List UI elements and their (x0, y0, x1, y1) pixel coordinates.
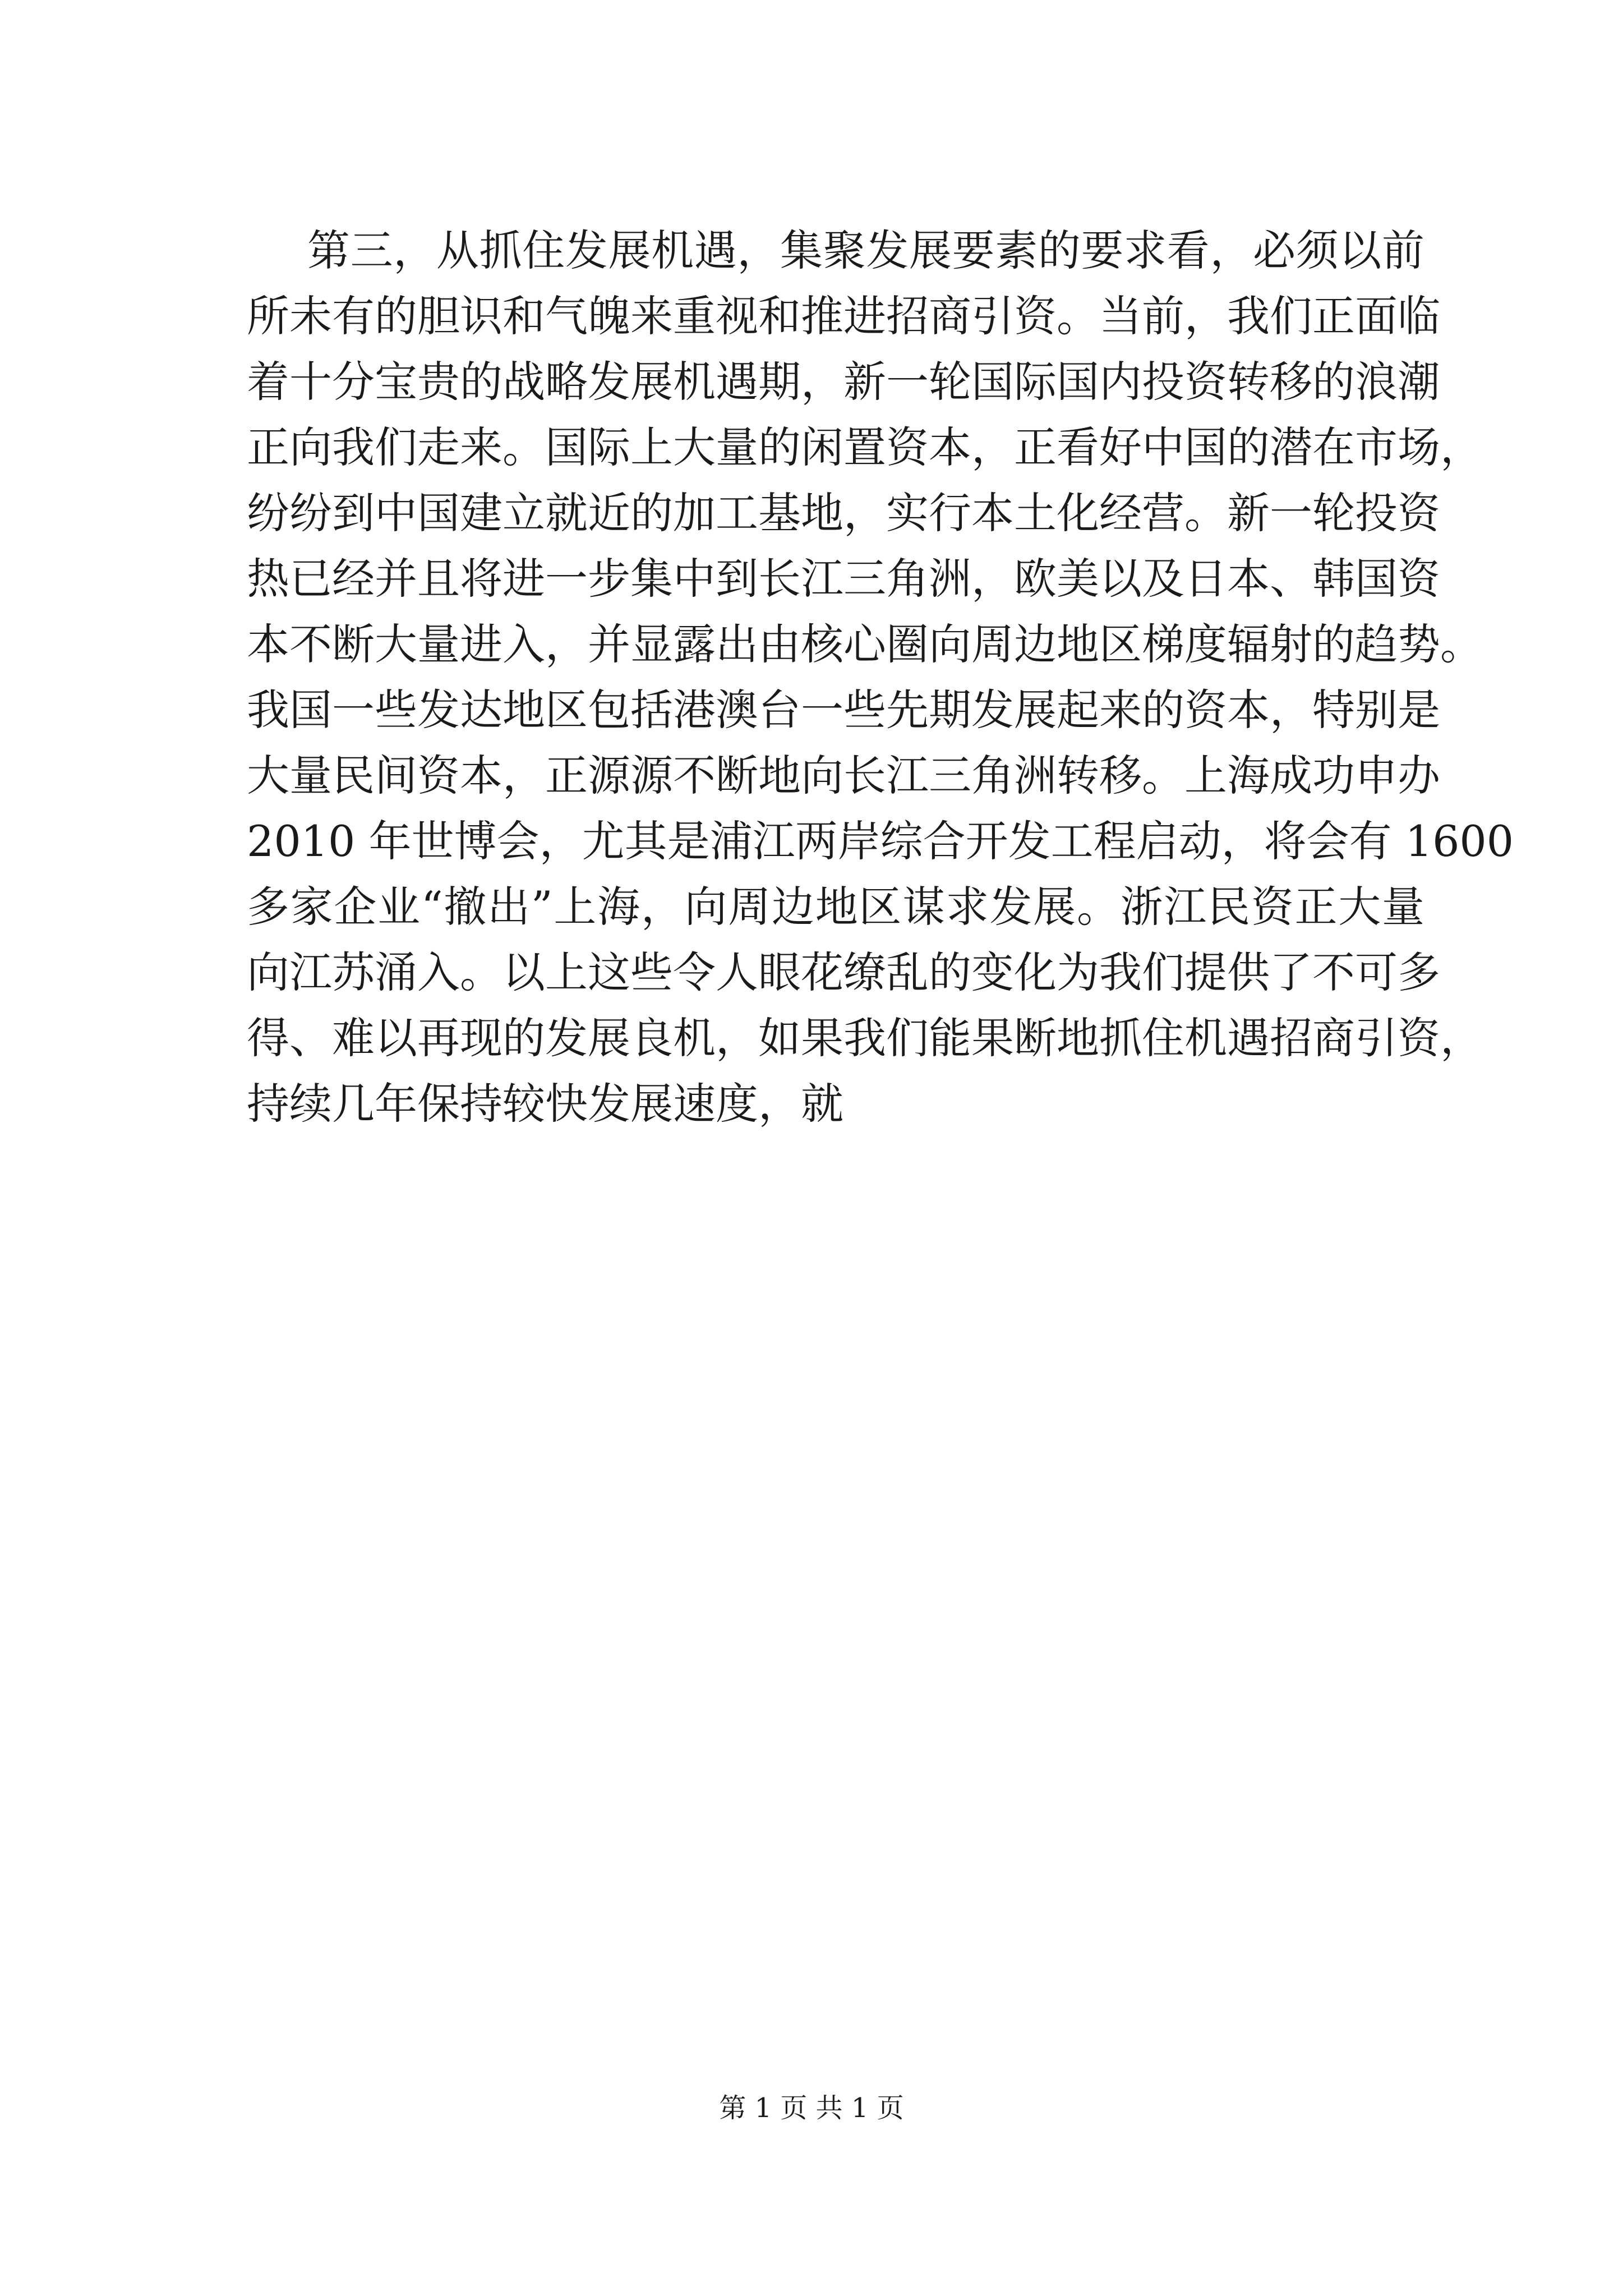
paragraph-line: 2010 年世博会，尤其是浦江两岸综合开发工程启动，将会有 1600 (247, 816, 1514, 866)
paragraph-line: 持续几年保持较快发展速度，就 (247, 1079, 843, 1129)
paragraph-line: 本不断大量进入，并显露出由核心圈向周边地区梯度辐射的趋势。 (247, 619, 1483, 669)
paragraph-line: 我国一些发达地区包括港澳台一些先期发展起来的资本，特别是 (247, 685, 1440, 735)
paragraph-line: 第三，从抓住发展机遇，集聚发展要素的要求看，必须以前 (307, 226, 1424, 275)
paragraph-line: 热已经并且将进一步集中到长江三角洲，欧美以及日本、韩国资 (247, 554, 1440, 604)
paragraph-line: 大量民间资本，正源源不断地向长江三角洲转移。上海成功申办 (247, 751, 1440, 800)
paragraph-line: 得、难以再现的发展良机，如果我们能果断地抓住机遇招商引资， (247, 1013, 1483, 1063)
body-paragraph (247, 218, 1514, 1137)
paragraph-line: 向江苏涌入。以上这些令人眼花缭乱的变化为我们提供了不可多 (247, 947, 1440, 997)
paragraph-line: 着十分宝贵的战略发展机遇期，新一轮国际国内投资转移的浪潮 (247, 357, 1440, 407)
paragraph-line: 所未有的胆识和气魄来重视和推进招商引资。当前，我们正面临 (247, 291, 1440, 341)
page-footer: 第 1 页 共 1 页 (719, 2092, 904, 2124)
paragraph-line: 正向我们走来。国际上大量的闲置资本，正看好中国的潜在市场， (247, 422, 1483, 472)
paragraph-line: 纷纷到中国建立就近的加工基地，实行本土化经营。新一轮投资 (247, 488, 1440, 538)
paragraph-line: 多家企业“撤出”上海，向周边地区谋求发展。浙江民资正大量 (247, 882, 1424, 932)
